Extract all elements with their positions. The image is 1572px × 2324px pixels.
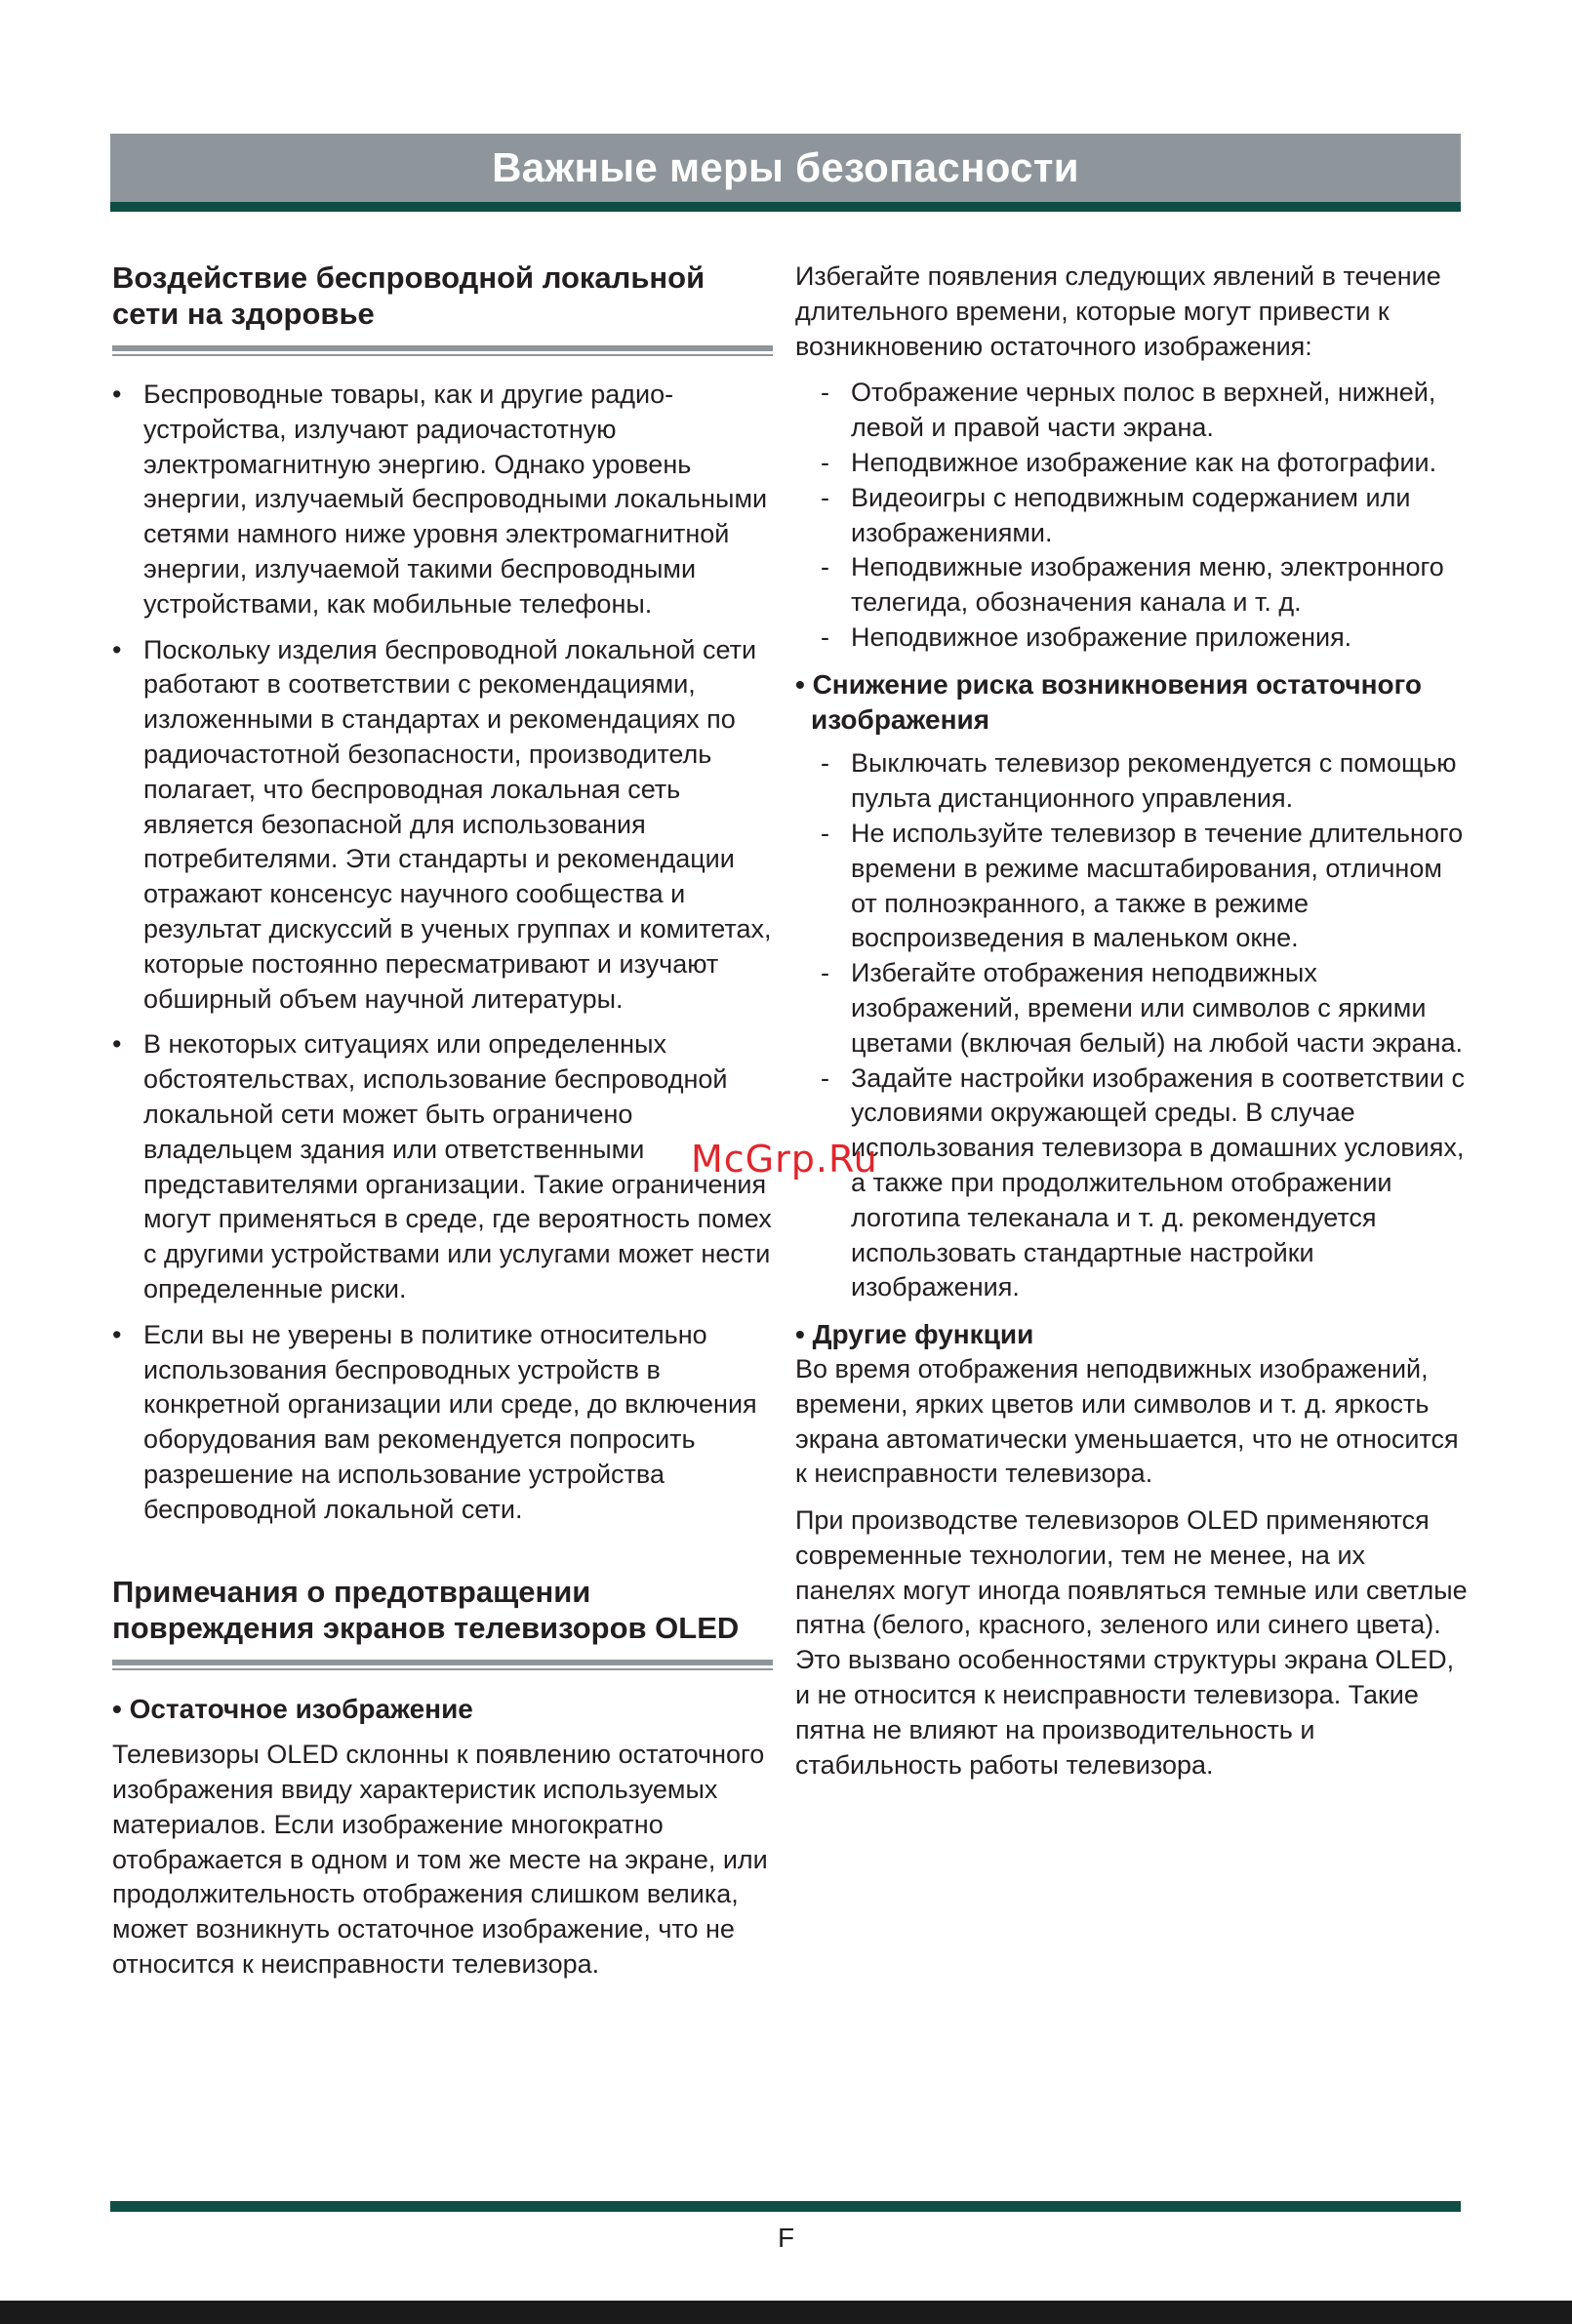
subhead-afterimage: • Остаточное изображение [112,1693,473,1724]
subhead-reduce-risk: • Снижение риска возникновения остаточного изображения [795,668,1423,735]
list-item: - Неподвижное изображение приложения. [795,621,1469,656]
afterimage-text: Телевизоры OLED склонны к появлению остаточного изображения ввиду характеристик используемых материалов. Если изображение многократно отображается в одном и том же месте на экране, или продолжительность отображения слишком велика, может возникнуть остаточное изображение, что не относится к неисправности телевизора. [112,1740,768,1980]
oled-spots-text: При производстве телевизоров OLED применяются современные технологии, тем не менее, на их панелях могут иногда появляться темные или светлые пятна (белого, красного, зеленого или синего цвета). Это вызвано особенностями структуры экрана OLED, и не относится к неисправности телевизора. Такие пятна не влияют на производительность и стабильность работы телевизора. [795,1505,1468,1780]
other-functions-text: Во время отображения неподвижных изображений, времени, ярких цветов или символов и т. д. яркость экрана автоматически уменьшается, что не относится к неисправности телевизора. [795,1353,1459,1489]
subhead-other-functions: • Другие функции [795,1319,1034,1350]
list-item: - Неподвижное изображение как на фотографии. [795,446,1469,481]
section-title-oled: Примечания о предотвращении повреждения экранов телевизоров OLED [112,1574,740,1645]
section-rule [112,345,773,356]
left-column [112,260,776,1983]
bottom-band [0,2301,1572,2324]
right-column [795,260,1469,1783]
section-title-wireless: Воздействие беспроводной локальной сети на здоровье [112,260,705,331]
watermark-text: McGrp.Ru [691,1138,878,1181]
header-band [110,134,1461,212]
list-item: - Отображение черных полос в верхней, нижней, левой и правой части экрана. [795,376,1469,446]
avoid-list [795,376,1469,655]
avoid-intro: Избегайте появления следующих явлений в течение длительного времени, которые могут привести к возникновению остаточного изображения: [795,261,1441,361]
list-item: - Видеоигры с неподвижным содержанием или изображениями. [795,481,1469,551]
footer-rule [110,2201,1461,2212]
list-item: - Неподвижные изображения меню, электронного телегида, обозначения канала и т. д. [795,550,1469,621]
list-item: - Избегайте отображения неподвижных изображений, времени или символов с яркими цветами (включая белый) на любой части экрана. [795,956,1469,1061]
list-item: • В некоторых ситуациях или определенных обстоятельствах, использование беспроводной локальной сети может быть ограничено владельцем здания или ответственными представителями организации. Такие ограничения могут применяться в среде, где вероятность помех с другими устройствами или услугами может нести определенные риски. [112,1027,776,1306]
reduce-risk-list [795,746,1469,1305]
wireless-bullet-list [112,378,776,1528]
list-item: • Если вы не уверены в политике относительно использования беспроводных устройств в конкретной организации или среде, до включения оборудования вам рекомендуется попросить разрешение на использование устройства беспроводной локальной сети. [112,1318,776,1528]
page-marker: F [777,2223,795,2253]
section-rule [112,1660,773,1670]
page-title: Важные меры безопасности [492,144,1079,190]
list-item: - Выключать телевизор рекомендуется с помощью пульта дистанционного управления. [795,746,1469,817]
list-item: • Беспроводные товары, как и другие радио-устройства, излучают радиочастотную электромагнитную энергию. Однако уровень энергии, излучаемый беспроводными локальными сетями намного ниже уровня электромагнитной энергии, излучаемой такими беспроводными устройствами, как мобильные телефоны. [112,378,776,622]
list-item: • Поскольку изделия беспроводной локальной сети работают в соответствии с рекомендациями, изложенными в стандартах и рекомендациях по радиочастотной безопасности, производитель полагает, что беспроводная локальная сеть является безопасной для использования потребителями. Эти стандарты и рекомендации отражают консенсус научного сообщества и результат дискуссий в ученых группах и комитетах, которые постоянно пересматривают и изучают обширный объем научной литературы. [112,633,776,1018]
list-item: - Не используйте телевизор в течение длительного времени в режиме масштабирования, отличном от полноэкранного, а также в режиме воспроизведения в маленьком окне. [795,817,1469,956]
list-item: - Задайте настройки изображения в соответствии с условиями окружающей среды. В случае использования телевизора в домашних условиях, а также при продолжительном отображении логотипа телеканала и т. д. рекомендуется использовать стандартные настройки изображения. [795,1062,1469,1306]
